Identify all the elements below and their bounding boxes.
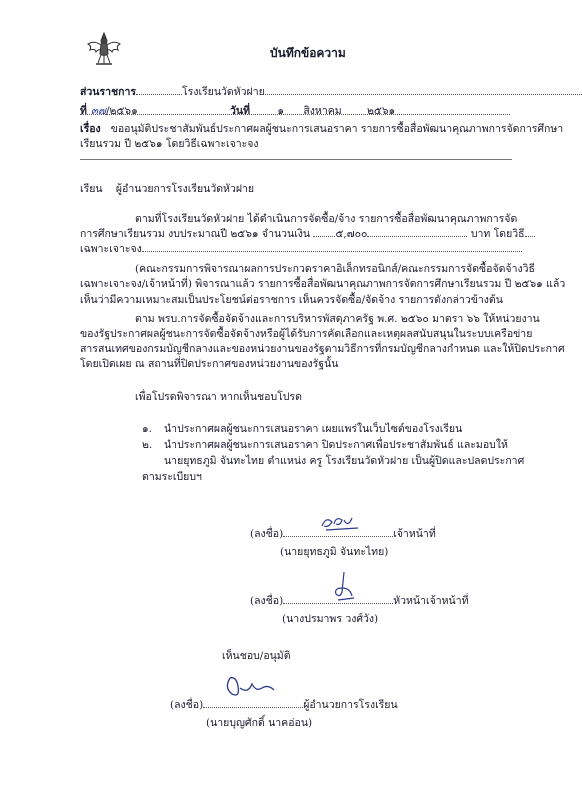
date-year: ๒๕๖๑ [367,105,396,117]
page-title: บันทึกข้อความ [270,46,346,60]
para2-line1: (คณะกรรมการพิจารณาผลการประกวดราคาอิเล็กทรอนิกส์/คณะกรรมการจัดซื้อจัดจ้างวิธี [135,263,535,275]
para3-line2: ของรัฐประกาศผลผู้ชนะการจัดซื้อจัดจ้างหรือผู้ได้รับการคัดเลือกและเหตุผลสนับสนุนในระบบเครือข่าย [80,328,533,340]
signature-role: หัวหน้าเจ้าหน้าที่ [393,595,469,607]
signature-prefix: (ลงชื่อ) [250,528,284,540]
agency-line [80,83,582,100]
signature-name-2: (นางปรมาพร วงศ์วัง) [282,613,379,625]
signature-prefix: (ลงชื่อ) [170,699,204,711]
date-line [230,102,395,119]
handwritten-signature-1 [318,512,362,534]
list-item-2-text-1: นำประกาศผลผู้ชนะการเสนอราคา ปิดประกาศเพื่อประชาสัมพันธ์ และมอบให้ [164,439,508,451]
list-item-1 [142,420,462,437]
para2-line2: เฉพาะเจาะจง/เจ้าหน้าที่) พิจารณาแล้ว รายการซื้อสื่อพัฒนาคุณภาพการจัดการศึกษาเรียนรวม ปี ๒๕๖๑ แล้ว [80,278,566,290]
signature-line-2 [250,592,469,609]
handwritten-signature-2 [330,570,356,604]
agency-value: โรงเรียนวัดหัวฝาย [182,86,265,98]
date-month: สิงหาคม [303,105,342,117]
subject-text-2: เรียนรวม ปี ๒๕๖๑ โดยวิธีเฉพาะเจาะจง [80,138,259,150]
para3-line1: ตาม พรบ.การจัดซื้อจัดจ้างและการบริหารพัสดุภาครัฐ พ.ศ. ๒๕๖๐ มาตรา ๖๖ ให้หน่วยงาน [135,313,540,325]
ref-number: ๓๗ [90,105,106,117]
list-item-1-text: นำประกาศผลผู้ชนะการเสนอราคา เผยแพร่ในเว็บไซต์ของโรงเรียน [164,423,463,435]
list-item-1-number: ๑. [142,423,153,435]
subject-text-1: ขออนุมัติประชาสัมพันธ์ประกาศผลผู้ชนะการเสนอราคา รายการซื้อสื่อพัฒนาคุณภาพการจัดการศึกษา [110,123,564,135]
approval-label: เห็นชอบ/อนุมัติ [222,650,291,662]
para3-line3: สารสนเทศของกรมบัญชีกลางและของหน่วยงานของรัฐตามวิธีการที่กรมบัญชีกลางกำหนด และให้ปิดประกาศ [80,343,565,355]
list-item-2 [142,436,508,453]
list-item-2-number: ๒. [142,439,153,451]
list-item-2-text-2: นายยุทธภูมิ จันทะไทย ตำแหน่ง ครู โรงเรียนวัดหัวฝาย เป็นผู้ปิดและปลดประกาศ [164,455,525,467]
method-value: เฉพาะเจาะจง [80,243,142,255]
signature-name-3: (นายบุญศักดิ์ นาคอ่อน) [206,717,313,729]
date-day: ๑ [277,105,285,117]
salutation-label: เรียน [80,183,103,195]
ref-suffix: /๒๕๖๑ [106,105,138,117]
signature-line-3 [170,696,398,713]
header-divider [80,159,512,160]
salutation [80,180,254,197]
request-line: เพื่อโปรดพิจารณา หากเห็นชอบโปรด [135,391,302,403]
para3-line4: โดยเปิดเผย ณ สถานที่ปิดประกาศของหน่วยงานของรัฐนั้น [80,358,339,370]
handwritten-signature-3 [222,668,278,700]
para1-suffix: บาท โดยวิธี [470,228,525,240]
amount-value: ๕,๗๐๐ [335,228,368,240]
signature-name-1: (นายยุทธภูมิ จันทะไทย) [280,546,389,558]
list-item-2-text-3: ตามระเบียบฯ [142,471,202,483]
garuda-emblem-icon [86,30,122,68]
agency-label: ส่วนราชการ [80,86,137,98]
subject-label: เรื่อง [80,123,101,135]
signature-role: เจ้าหน้าที่ [393,528,436,540]
signature-prefix: (ลงชื่อ) [250,595,284,607]
para1-line1: ตามที่โรงเรียนวัดหัวฝาย ได้ดำเนินการจัดซื้อ/จ้าง รายการซื้อสื่อพัฒนาคุณภาพการจัด [135,213,518,225]
para1-line3 [80,240,522,257]
signature-role: ผู้อำนวยการโรงเรียน [303,699,398,711]
ref-line [80,102,138,119]
para2-line3: เห็นว่ามีความเหมาะสมเป็นประโยชน์ต่อราชการ เห็นควรจัดซื้อ/จัดจ้าง รายการดังกล่าวข้างต้น [80,294,503,306]
para1-text: การศึกษาเรียนรวม งบประมาณปี ๒๕๖๑ จำนวนเงิน [80,228,311,240]
ref-label: ที่ [80,105,87,117]
date-label: วันที่ [230,105,250,117]
salutation-value: ผู้อำนวยการโรงเรียนวัดหัวฝาย [115,183,255,195]
